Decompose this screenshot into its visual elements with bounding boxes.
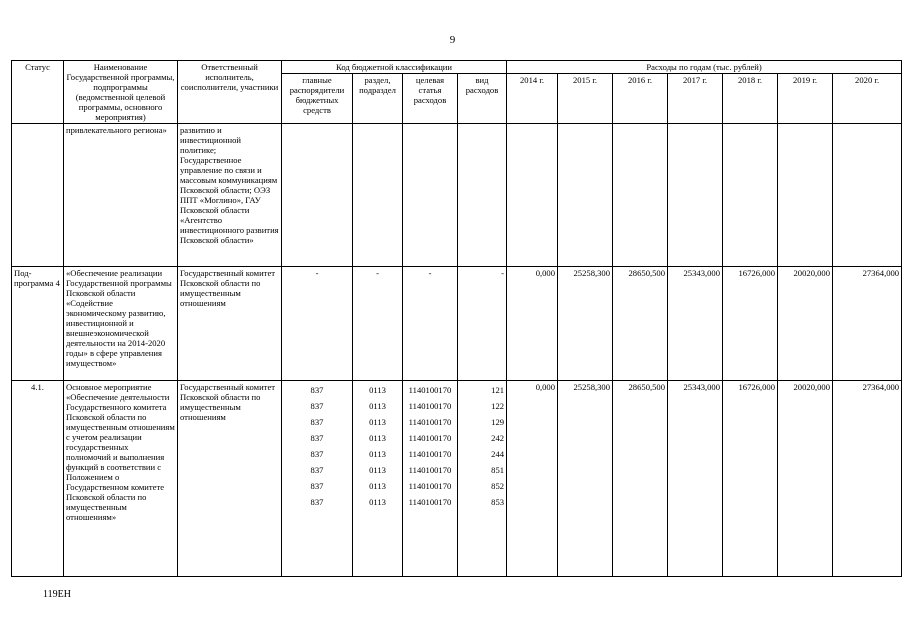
code-main: 837: [310, 449, 324, 459]
header-year: 2020 г.: [833, 74, 902, 124]
code-main: 837: [310, 433, 324, 443]
header-main-distributor: главные распорядители бюджетных средств: [282, 74, 353, 124]
cell-name: привлекательного региона»: [64, 124, 178, 267]
code-main: 837: [310, 385, 324, 395]
cell-code-section-list: [353, 381, 403, 577]
header-expenses: Расходы по годам (тыс. рублей): [507, 61, 902, 74]
cell-value: 20020,000: [778, 267, 833, 381]
code-section: 0113: [369, 497, 386, 507]
cell-value: 0,000: [507, 267, 558, 381]
header-year: 2015 г.: [558, 74, 613, 124]
code-target: 1140100170: [408, 481, 452, 491]
cell-value: 25343,000: [668, 267, 723, 381]
header-type: вид расходов: [458, 74, 507, 124]
code-type: 851: [491, 465, 505, 475]
table-row: [12, 381, 902, 577]
code-main: 837: [310, 401, 324, 411]
cell-code-target-list: [403, 381, 458, 577]
code-target: 1140100170: [408, 417, 452, 427]
code-target: 1140100170: [408, 401, 452, 411]
table-row: [12, 124, 902, 267]
cell-name: Основное мероприятие «Обеспечение деятельности Государственного комитета Псковской области по имущественным отношениям с учетом реализации государственных полномочий и выполнения функций в соответствии с Положением о Государственном комитете Псковской области по имущественным отношениям»: [64, 381, 178, 577]
page-number: 9: [449, 34, 456, 46]
cell-status: 4.1.: [12, 381, 64, 577]
cell-code-type-list: [458, 381, 507, 577]
cell-code-type: -: [458, 267, 507, 381]
cell-value: 20020,000: [778, 381, 833, 577]
code-section: 0113: [369, 385, 386, 395]
header-year: 2018 г.: [723, 74, 778, 124]
code-type: 129: [491, 417, 505, 427]
code-main: 837: [310, 465, 324, 475]
cell-value: 25258,300: [558, 267, 613, 381]
header-year: 2017 г.: [668, 74, 723, 124]
cell-value: 16726,000: [723, 381, 778, 577]
header-budget-code: Код бюджетной классификации: [282, 61, 507, 74]
code-target: 1140100170: [408, 433, 452, 443]
code-section: 0113: [369, 449, 386, 459]
header-year: 2016 г.: [613, 74, 668, 124]
cell-value: 25258,300: [558, 381, 613, 577]
cell-value: 27364,000: [833, 267, 902, 381]
code-target: 1140100170: [408, 449, 452, 459]
code-section: 0113: [369, 433, 386, 443]
code-main: 837: [310, 481, 324, 491]
cell-value: 16726,000: [723, 267, 778, 381]
code-type: 122: [491, 401, 505, 411]
code-main: 837: [310, 417, 324, 427]
header-responsible: Ответственный исполнитель, соисполнители, участники: [178, 61, 282, 124]
code-section: 0113: [369, 417, 386, 427]
header-status: Статус: [12, 61, 64, 124]
header-year: 2019 г.: [778, 74, 833, 124]
code-type: 244: [491, 449, 505, 459]
code-type: 853: [491, 497, 505, 507]
code-section: 0113: [369, 465, 386, 475]
cell-code-section: -: [353, 267, 403, 381]
cell-responsible: Государственный комитет Псковской области по имущественным отношениям: [178, 267, 282, 381]
code-type: 121: [491, 385, 505, 395]
code-target: 1140100170: [408, 385, 452, 395]
table-row: [12, 267, 902, 381]
cell-value: 27364,000: [833, 381, 902, 577]
cell-code-main: -: [282, 267, 353, 381]
code-target: 1140100170: [408, 465, 452, 475]
code-section: 0113: [369, 481, 386, 491]
header-target: целевая статья расходов: [403, 74, 458, 124]
code-type: 852: [491, 481, 505, 491]
cell-name: «Обеспечение реализации Государственной программы Псковской области «Содействие экономическому развитию, инвестиционной и внешнеэкономической деятельности на 2014-2020 годы» в сфере управления имуществом»: [64, 267, 178, 381]
cell-status: [12, 124, 64, 267]
code-main: 837: [310, 497, 324, 507]
header-name: Наименование Государственной программы, подпрограммы (ведомственной целевой программы, основного мероприятия): [64, 61, 178, 124]
header-year: 2014 г.: [507, 74, 558, 124]
cell-code-main-list: [282, 381, 353, 577]
code-target: 1140100170: [408, 497, 452, 507]
cell-status: Под-программа 4: [12, 267, 64, 381]
budget-table: [11, 60, 902, 577]
code-section: 0113: [369, 401, 386, 411]
header-section: раздел, подраздел: [353, 74, 403, 124]
cell-responsible: Государственный комитет Псковской области по имущественным отношениям: [178, 381, 282, 577]
cell-value: 28650,500: [613, 267, 668, 381]
code-type: 242: [491, 433, 505, 443]
cell-responsible: развитию и инвестиционной политике; Государственное управление по связи и массовым коммуникациям Псковской области; ОЭЗ ППТ «Моглино», ГАУ Псковской области «Агентство инвестиционного развития Псковской области»: [178, 124, 282, 267]
cell-value: 25343,000: [668, 381, 723, 577]
cell-value: 0,000: [507, 381, 558, 577]
cell-value: 28650,500: [613, 381, 668, 577]
footer-code: 119ЕН: [43, 589, 71, 600]
cell-code-target: -: [403, 267, 458, 381]
